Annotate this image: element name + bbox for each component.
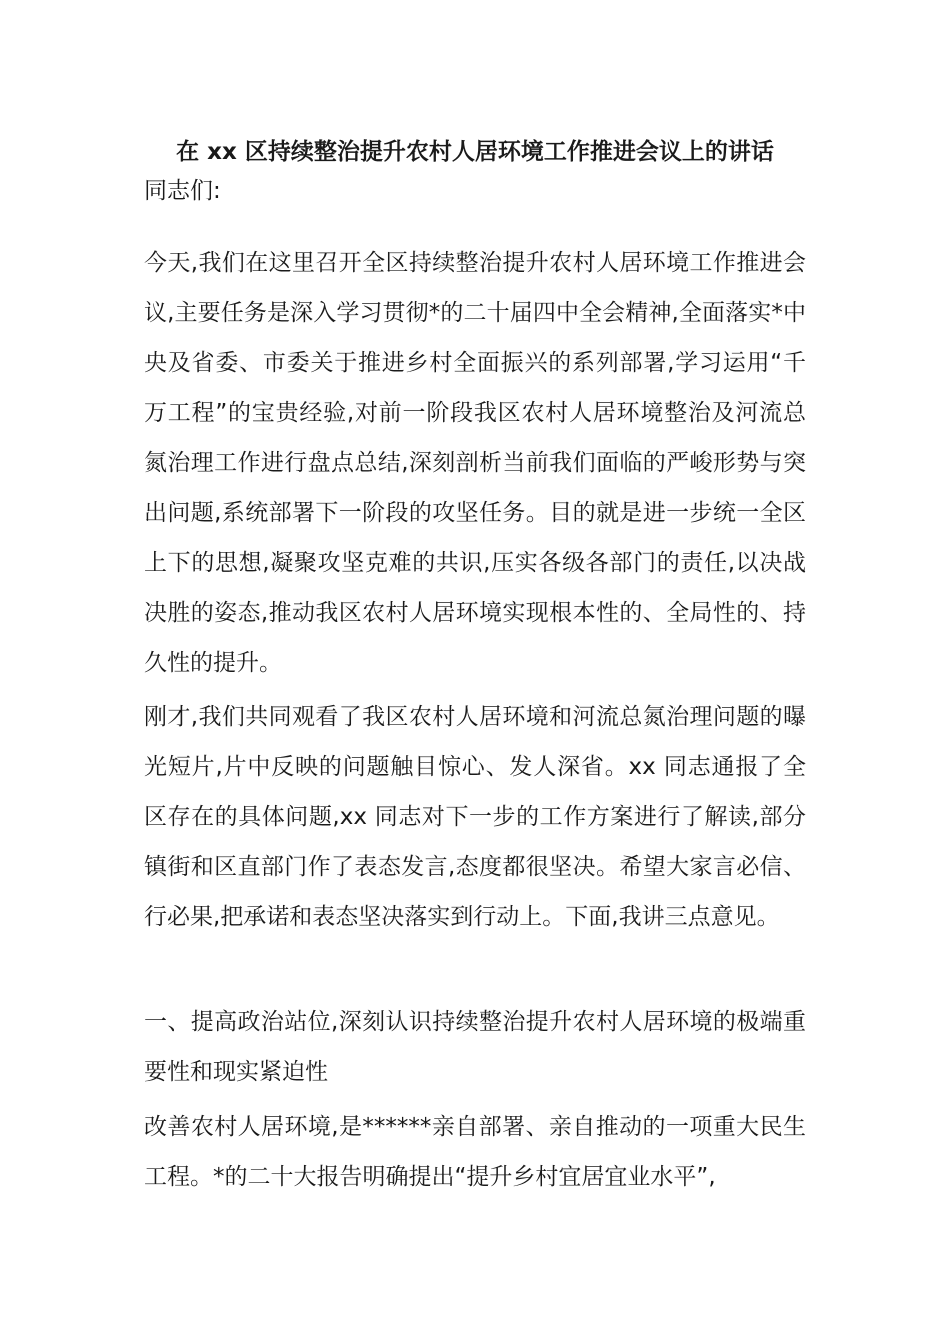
salutation: 同志们:: [144, 178, 221, 204]
paragraph-section-1: 改善农村人居环境,是******亲自部署、亲自推动的一项重大民生工程。*的二十大报告明确提出“提升乡村宜居宜业水平”,: [144, 1114, 806, 1190]
paragraph-review: 刚才,我们共同观看了我区农村人居环境和河流总氮治理问题的曝光短片,片中反映的问题触目惊心、发人深省。xx 同志通报了全区存在的具体问题,xx 同志对下一步的工作方案进行了解读,部分镇街和区直部门作了表态发言,态度都很坚决。希望大家言必信、行必果,把承诺和表态坚决落实到行动上。下面,我讲三点意见。: [144, 704, 806, 930]
paragraph-opening: 今天,我们在这里召开全区持续整治提升农村人居环境工作推进会议,主要任务是深入学习贯彻*的二十届四中全会精神,全面落实*中央及省委、市委关于推进乡村全面振兴的系列部署,学习运用“千万工程”的宝贵经验,对前一阶段我区农村人居环境整治及河流总氮治理工作进行盘点总结,深刻剖析当前我们面临的严峻形势与突出问题,系统部署下一阶段的攻坚任务。目的就是进一步统一全区上下的思想,凝聚攻坚克难的共识,压实各级各部门的责任,以决战决胜的姿态,推动我区农村人居环境实现根本性的、全局性的、持久性的提升。: [144, 250, 806, 676]
document-title: 在 xx 区持续整治提升农村人居环境工作推进会议上的讲话: [176, 139, 774, 165]
section-heading-1: 一、提高政治站位,深刻认识持续整治提升农村人居环境的极端重要性和现实紧迫性: [144, 1009, 806, 1085]
